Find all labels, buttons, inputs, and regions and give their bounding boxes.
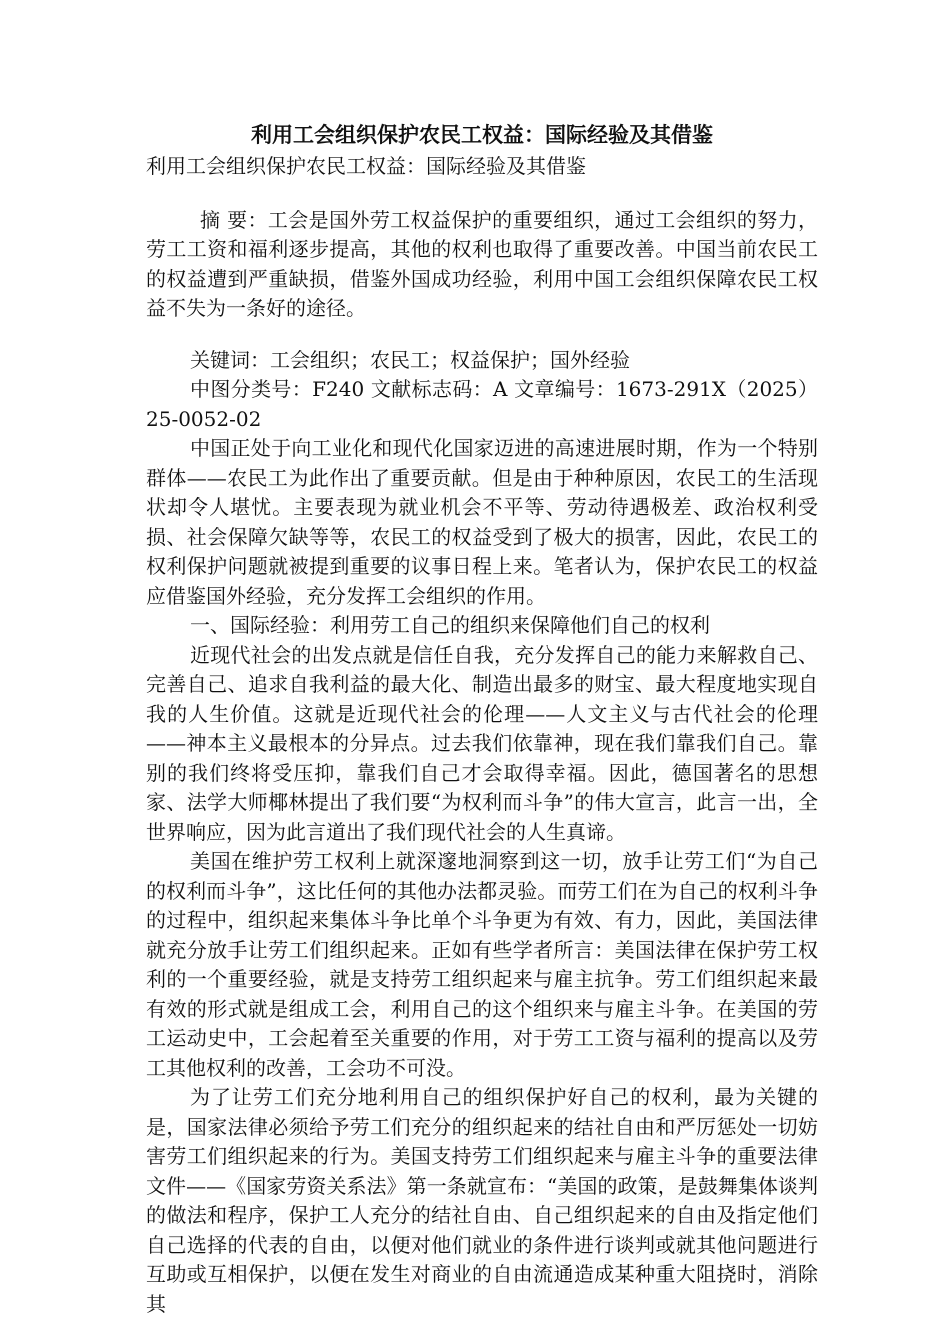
body-paragraph: 美国在维护劳工权利上就深邃地洞察到这一切，放手让劳工们“为自己的权利而斗争”，这比任何的其他办法都灵验。而劳工们在为自己的权利斗争的过程中，组织起来集体斗争比单个斗争更为有效、有力，因此，美国法律就充分放手让劳工们组织起来。正如有些学者所言：美国法律在保护劳工权利的一个重要经验，就是支持劳工组织起来与雇主抗争。劳工们组织起来最有效的形式就是组成工会，利用自己的这个组织来与雇主斗争。在美国的劳工运动史中，工会起着至关重要的作用，对于劳工工资与福利的提高以及劳工其他权利的改善，工会功不可没。	[146, 849, 818, 1080]
document-title: 利用工会组织保护农民工权益：国际经验及其借鉴	[251, 123, 713, 147]
section-heading: 一、国际经验：利用劳工自己的组织来保障他们自己的权利	[190, 613, 710, 637]
classification-line: 中图分类号：F240 文献标志码：A 文章编号：1673-291X（2025）25-0052-02	[146, 377, 818, 431]
document-subtitle: 利用工会组织保护农民工权益：国际经验及其借鉴	[146, 154, 586, 178]
body-paragraph: 中国正处于向工业化和现代化国家迈进的高速进展时期，作为一个特别群体——农民工为此作出了重要贡献。但是由于种种原因，农民工的生活现状却令人堪忧。主要表现为就业机会不平等、劳动待遇极差、政治权利受损、社会保障欠缺等等，农民工的权益受到了极大的损害，因此，农民工的权利保护问题就被提到重要的议事日程上来。笔者认为，保护农民工的权益应借鉴国外经验，充分发挥工会组织的作用。	[146, 436, 818, 608]
body-paragraph: 近现代社会的出发点就是信任自我，充分发挥自己的能力来解救自己、完善自己、追求自我利益的最大化、制造出最多的财宝、最大程度地实现自我的人生价值。这就是近现代社会的伦理——人文主义与古代社会的伦理——神本主义最根本的分异点。过去我们依靠神，现在我们靠我们自己。靠别的我们终将受压抑，靠我们自己才会取得幸福。因此，德国著名的思想家、法学大师椰林提出了我们要“为权利而斗争”的伟大宣言，此言一出，全世界响应，因为此言道出了我们现代社会的人生真谛。	[146, 642, 818, 844]
abstract-paragraph: 摘 要：工会是国外劳工权益保护的重要组织，通过工会组织的努力，劳工工资和福利逐步提高，其他的权利也取得了重要改善。中国当前农民工的权益遭到严重缺损，借鉴外国成功经验，利用中国工会组织保障农民工权益不失为一条好的途径。	[146, 207, 818, 320]
body-paragraph: 为了让劳工们充分地利用自己的组织保护好自己的权利，最为关键的是，国家法律必须给予劳工们充分的组织起来的结社自由和严厉惩处一切妨害劳工们组织起来的行为。美国支持劳工们组织起来与雇主斗争的重要法律文件——《国家劳资关系法》第一条就宣布：“美国的政策，是鼓舞集体谈判的做法和程序，保护工人充分的结社自由、自己组织起来的自由及指定他们自己选择的代表的自由，以便对他们就业的条件进行谈判或就其他问题进行互助或互相保护，以便在发生对商业的自由流通造成某种重大阻挠时，消除其	[146, 1085, 818, 1316]
keywords-line: 关键词：工会组织；农民工；权益保护；国外经验	[190, 347, 630, 372]
document-content	[146, 118, 818, 1319]
